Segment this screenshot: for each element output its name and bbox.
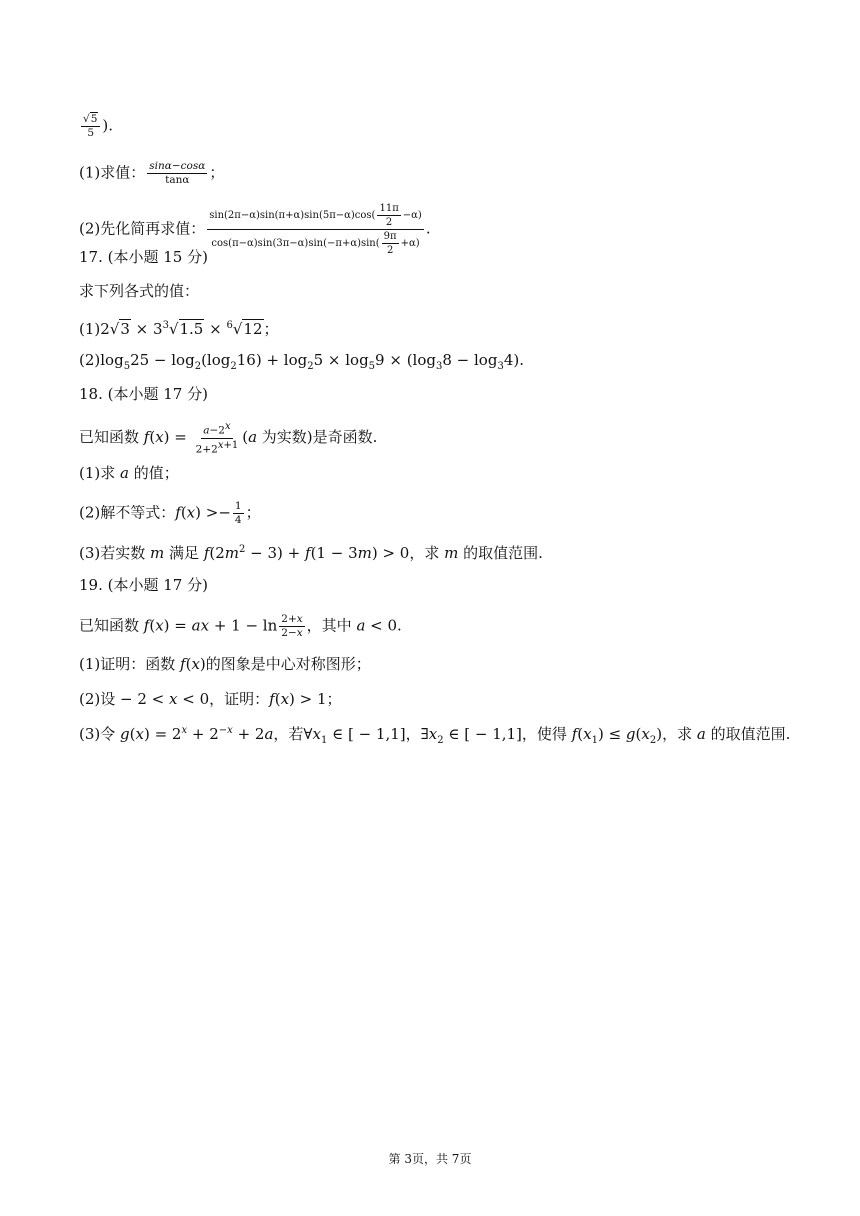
q17-header: 17. (本小题 15 分) — [79, 248, 208, 266]
q17-part2: $(2)\log_525 - \log_2(\log_216) + \log_25 \times \log_59 \times (\log_38 - \log_34)$. — [79, 351, 524, 372]
q18-intro: 已知函数 f(x) = $\frac{a-2^x}{2+2^{x+1}}$ (a 为实数)是奇函数. — [79, 421, 378, 455]
q18-part2: (2)解不等式：f(x) >− $\frac{1}{4}$ ； — [79, 500, 261, 526]
top-fraction-fragment: $\frac{√5}{5}$ ). — [83, 113, 114, 139]
q17-intro: 求下列各式的值： — [79, 282, 200, 300]
q18-part3: (3)若实数 m 满足 $f(2m^2 - 3) + f(1 - 3m) > 0$，求 m 的取值范围. — [79, 544, 543, 562]
q17-part1: $(1)2√3 \times 3^3√1.5 \times ^6√12$； — [79, 320, 279, 338]
q19-part3: (3)令 $g(x) = 2^x + 2^{-x} + 2a$，若$\forall x_1$ ∈ [ − 1,1]，$\exists x_2$ ∈ [ − 1,1]，使得 $f(x_1) \le g(x_2)$，求 a 的取值范围. — [79, 725, 791, 746]
q19-intro: 已知函数 f(x) = ax + 1 − ln $\frac{2+x}{2-x}$ ，其中 a < 0. — [79, 613, 402, 639]
q19-header: 19. (本小题 17 分) — [79, 576, 208, 594]
q19-part2: (2)设 − 2 < x < 0，证明：f(x) > 1； — [79, 690, 342, 708]
q16-part1: (1)求值： $\frac{\sin\alpha-\cos\alpha}{\tan\alpha}$ ； — [79, 160, 225, 186]
page-footer: 第 3页，共 7页 — [388, 1152, 472, 1166]
q18-header: 18. (本小题 17 分) — [79, 385, 208, 403]
q16-part2: (2)先化简再求值： sin(2π−α)sin(π+α)sin(5π−α)cos( $\frac{11\pi}{2}$ −α) cos(π−α)sin(3π−α)sin(−π+α)sin( $\frac{9\pi}{2}$ +α) . — [79, 203, 431, 256]
q19-part1: (1)证明：函数 f(x)的图象是中心对称图形； — [79, 655, 371, 673]
q18-part1: (1)求 a 的值； — [79, 464, 179, 482]
